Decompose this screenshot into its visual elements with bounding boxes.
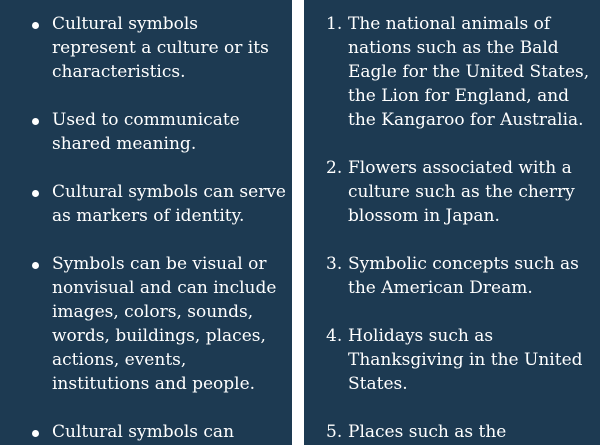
bullet-item <box>28 420 286 444</box>
item-text: Places such as the <box>348 422 507 442</box>
right-panel <box>304 0 600 445</box>
item-number: 5. <box>326 422 343 442</box>
item-text: Flowers associated with a culture such as the cherry blossom in Japan. <box>348 158 575 226</box>
numbered-list <box>326 12 596 445</box>
bullet-item <box>28 252 286 396</box>
bullet-dot-icon <box>32 22 39 29</box>
item-number: 1. <box>326 14 343 34</box>
item-number: 2. <box>326 158 343 178</box>
bullet-item <box>28 12 286 84</box>
bullet-dot-icon <box>32 190 39 197</box>
bullet-item <box>28 180 286 228</box>
bullet-item <box>28 108 286 156</box>
bullet-list <box>28 12 286 445</box>
numbered-item <box>326 324 596 396</box>
item-number: 3. <box>326 254 343 274</box>
numbered-item <box>326 420 596 444</box>
item-number: 4. <box>326 326 343 346</box>
bullet-text: Used to communicate shared meaning. <box>52 110 240 154</box>
bullet-text: Symbols can be visual or nonvisual and can include images, colors, sounds, words, buildings, places, actions, events, institutions and people. <box>52 254 277 394</box>
item-text: The national animals of nations such as the Bald Eagle for the United States, the Lion for England, and the Kangaroo for Australia. <box>348 14 590 130</box>
bullet-text: Cultural symbols can serve as markers of identity. <box>52 182 286 226</box>
bullet-dot-icon <box>32 430 39 437</box>
numbered-item <box>326 12 596 132</box>
bullet-dot-icon <box>32 262 39 269</box>
bullet-text: Cultural symbols can <box>52 422 235 442</box>
bullet-dot-icon <box>32 118 39 125</box>
bullet-text: Cultural symbols represent a culture or its characteristics. <box>52 14 269 82</box>
item-text: Symbolic concepts such as the American Dream. <box>348 254 579 298</box>
numbered-item <box>326 252 596 300</box>
numbered-item <box>326 156 596 228</box>
item-text: Holidays such as Thanksgiving in the United States. <box>348 326 583 394</box>
left-panel <box>0 0 292 445</box>
